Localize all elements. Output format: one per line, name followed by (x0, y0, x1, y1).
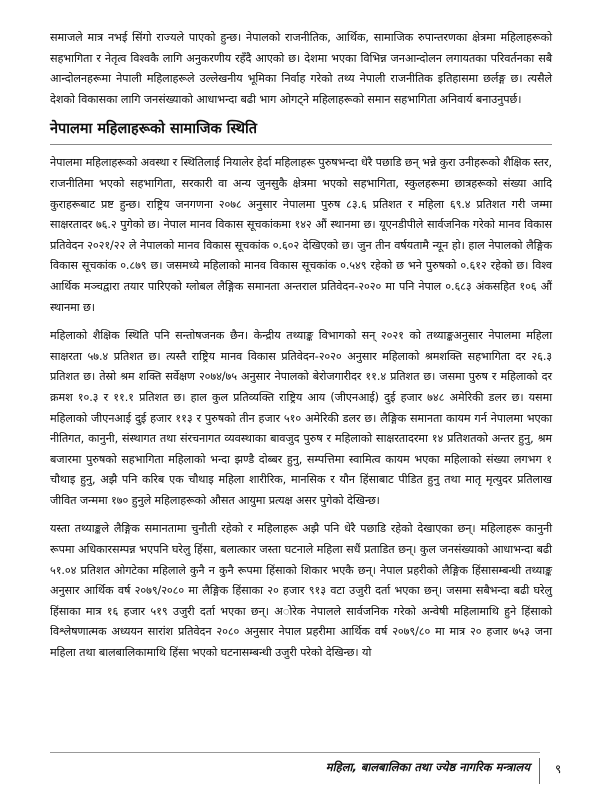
section-paragraph-1: नेपालमा महिलाहरूको अवस्था र स्थितिलाई नियालेर हेर्दा महिलाहरू पुरुषभन्दा धेरै पछाडि छन् भन्ने कुरा उनीहरूको शैक्षिक स्तर, राजनीतिमा भएको सहभागिता, सरकारी वा अन्य जुनसुकै क्षेत्रमा भएको सहभागिता, स्कुलहरूमा छात्रहरूको संख्या आदि कुराहरूबाट प्रष्ट हुन्छ। राष्ट्रिय जनगणना २०७८ अनुसार नेपालमा पुरुष ८३.६ प्रतिशत र महिला ६९.४ प्रतिशत गरी जम्मा साक्षरतादर ७६.२ पुगेको छ। नेपाल मानव विकास सूचकांकमा १४२ औं स्थानमा छ। यूएनडीपीले सार्वजनिक गरेको मानव विकास प्रतिवेदन २०२१/२२ ले नेपालको मानव विकास सूचकांक ०.६०२ देखिएको छ। जुन तीन वर्षयतामै न्यून हो। हाल नेपालको लैङ्गिक विकास सूचकांक ०.८७९ छ। जसमध्ये महिलाको मानव विकास सूचकांक ०.५४९ रहेको छ भने पुरुषको ०.६१२ रहेको छ। विश्व आर्थिक मञ्चद्वारा तयार पारिएको ग्लोबल लैङ्गिक समानता अन्तराल प्रतिवेदन-२०२० मा पनि नेपाल ०.६८३ अंकसहित १०६ औं स्थानमा छ। (50, 156, 552, 314)
document-body (50, 28, 552, 672)
section-paragraph-3: यस्ता तथ्याङ्कले लैङ्गिक समानतामा चुनौती रहेको र महिलाहरू अझै पनि धेरै पछाडि रहेको देखाएका छन्। महिलाहरू कानुनी रूपमा अधिकारसम्पन्न भएपनि घरेलु हिंसा, बलात्कार जस्ता घटनाले महिला सधैं प्रताडित छन्। कुल जनसंख्याको आधाभन्दा बढी ५१.०४ प्रतिशत ओगटेका महिलाले कुनै न कुनै रूपमा हिंसाको शिकार भएकै छन्। नेपाल प्रहरीको लैङ्गिक हिंसासम्बन्धी तथ्याङ्क अनुसार आर्थिक वर्ष २०७९/२०८० मा लैङ्गिक हिंसाका २० हजार ९१३ वटा उजुरी दर्ता भएका छन्। जसमा सबैभन्दा बढी घरेलु हिंसाका मात्र १६ हजार ५१९ उजुरी दर्ता भएका छन्। अोरेक नेपालले सार्वजनिक गरेको अन्वेषी महिलामाथि हुने हिंसाको विश्लेषणात्मक अध्ययन सारांश प्रतिवेदन २०८० अनुसार नेपाल प्रहरीमा आर्थिक वर्ष २०७९/८० मा मात्र २० हजार ७५३ जना महिला तथा बालबालिकामाथि हिंसा भएको घटनासम्बन्धी उजुरी परेको देखिन्छ। यो (50, 522, 552, 660)
footer-rule (50, 752, 540, 753)
section-heading: नेपालमा महिलाहरूको सामाजिक स्थिति (50, 121, 258, 138)
footer-ministry-name: महिला, बालबालिका तथा ज्येष्ठ नागरिक मन्त्रालय (325, 760, 530, 774)
intro-paragraph: समाजले मात्र नभई सिंगो राज्यले पाएको हुन्छ। नेपालको राजनीतिक, आर्थिक, सामाजिक रुपान्तरणका क्षेत्रमा महिलाहरूको सहभागिता र नेतृत्व विश्वकै लागि अनुकरणीय रहँदै आएको छ। देशमा भएका विभिन्न जनआन्दोलन लगायतका परिवर्तनका सबै आन्दोलनहरूमा नेपाली महिलाहरूले उल्लेखनीय भूमिका निर्वाह गरेको तथ्य नेपाली राजनीतिक इतिहासमा छर्लङ्ग छ। त्यसैले देशको विकासका लागि जनसंख्याको आधाभन्दा बढी भाग ओगट्ने महिलाहरूको समान सहभागिता अनिवार्य बनाउनुपर्छ। (50, 31, 552, 106)
page-footer (0, 752, 600, 800)
section-paragraph-2: महिलाको शैक्षिक स्थिति पनि सन्तोषजनक छैन। केन्द्रीय तथ्याङ्क विभागको सन् २०२१ को तथ्याङ्कअनुसार नेपालमा महिला साक्षरता ५७.४ प्रतिशत छ। त्यस्तै राष्ट्रिय मानव विकास प्रतिवेदन-२०२० अनुसार महिलाको श्रमशक्ति सहभागिता दर २६.३ प्रतिशत छ। तेस्रो श्रम शक्ति सर्वेक्षण २०७४/७५ अनुसार नेपालको बेरोजगारीदर ११.४ प्रतिशत छ। जसमा पुरुष र महिलाको दर क्रमश १०.३ र ११.१ प्रतिशत छ। हाल कुल प्रतिव्यक्ति राष्ट्रिय आय (जीएनआई) दुई हजार ७४८ अमेरिकी डलर छ। यसमा महिलाको जीएनआई दुई हजार ११३ र पुरुषको तीन हजार ५१० अमेरिकी डलर छ। लैङ्गिक समानता कायम गर्न नेपालमा भएका नीतिगत, कानुनी, संस्थागत तथा संरचनागत व्यवस्थाका बावजुद पुरुष र महिलाको साक्षरतादरमा १४ प्रतिशतको अन्तर हुनु, श्रम बजारमा पुरुषको सहभागिता महिलाको भन्दा झण्डै दोब्बर हुनु, सम्पत्तिमा स्वामित्व कायम भएका महिलाको संख्या लगभग १ चौथाइ हुनु, अझै पनि करिब एक चौथाइ महिला शारीरिक, मानसिक र यौन हिंसाबाट पीडित हुनु तथा मातृ मृत्युदर प्रतिलाख जीवित जन्ममा १७० हुनुले महिलाहरूको औसत आयुमा प्रत्यक्ष असर पुगेको देखिन्छ। (50, 329, 552, 507)
page-number: ९ (555, 762, 562, 776)
heading-rule (50, 144, 552, 145)
footer-separator (539, 758, 540, 784)
